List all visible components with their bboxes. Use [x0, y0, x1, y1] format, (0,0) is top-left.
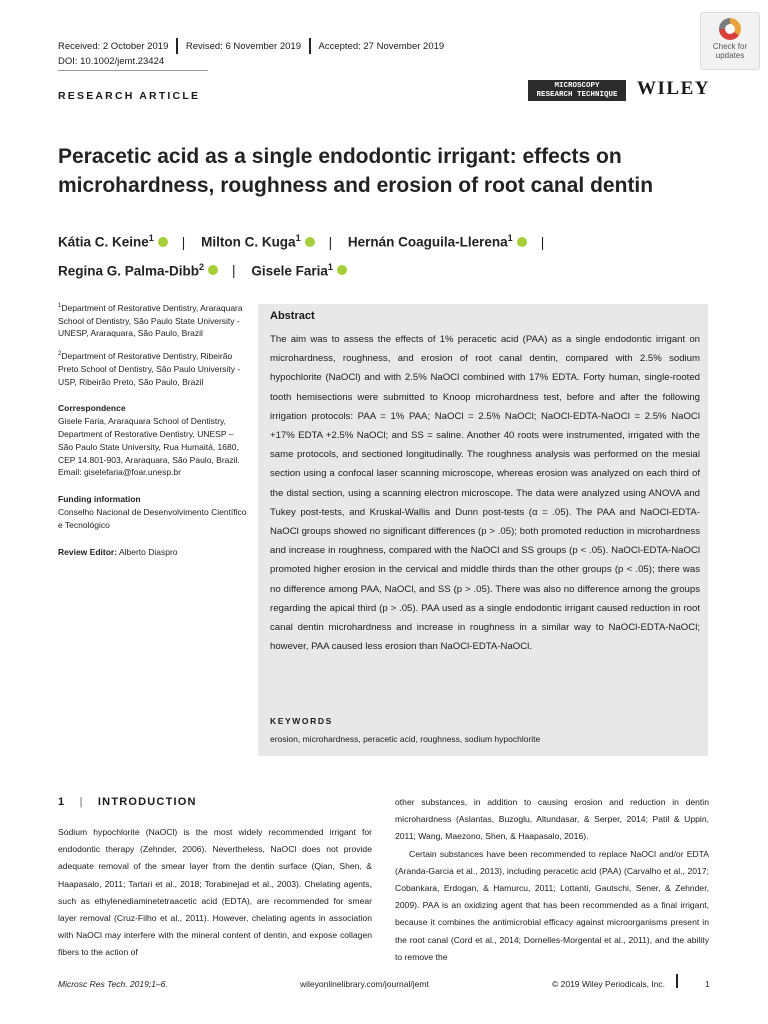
journal-logo-line2: RESEARCH TECHNIQUE	[536, 91, 618, 99]
author-name[interactable]: Milton C. Kuga	[201, 234, 296, 250]
accepted-date: Accepted: 27 November 2019	[318, 40, 445, 52]
review-editor	[58, 546, 248, 559]
section-number: 1	[58, 796, 66, 808]
doi[interactable]: DOI: 10.1002/jemt.23424	[58, 56, 165, 67]
correspondence-label: Correspondence	[58, 403, 126, 414]
page-number: 1	[705, 979, 710, 989]
header-rule	[58, 70, 208, 71]
orcid-icon[interactable]	[337, 265, 347, 275]
review-editor-name: Alberto Diaspro	[118, 546, 178, 557]
footer-divider	[676, 974, 678, 988]
aff-sup: 2	[58, 351, 62, 358]
footer-copyright: © 2019 Wiley Periodicals, Inc.	[552, 979, 666, 989]
correspondence	[58, 402, 248, 479]
check-updates-label: Check for	[712, 42, 748, 51]
aff-text: Department of Restorative Dentistry, Araraquara School of Dentistry, São Paulo State University - UNESP, Araraquara, São Paulo, Brazil	[58, 302, 243, 339]
orcid-icon[interactable]	[208, 265, 218, 275]
author-name[interactable]: Gisele Faria	[251, 263, 328, 278]
funding	[58, 493, 248, 531]
orcid-icon[interactable]	[305, 237, 315, 247]
paragraph: other substances, in addition to causing erosion and reduction in dentin microhardness (Aslantas, Buzoglu, Altundasar, & Serper, 2014; Patil & Uppin, 2011; Wang, Maezono, Shen, & Haapasalo, 2016).	[395, 797, 709, 842]
footer-url[interactable]: wileyonlinelibrary.com/journal/jemt	[300, 979, 429, 989]
author-sep: |	[328, 234, 333, 250]
funding-text: Conselho Nacional de Desenvolvimento Científico e Tecnológico	[58, 507, 247, 530]
publisher-logo: WILEY	[637, 78, 710, 99]
title-line-2: microhardness, roughness and erosion of root canal dentin	[58, 174, 654, 197]
affiliation-2	[58, 348, 248, 388]
author-sep: |	[232, 263, 236, 278]
funding-label: Funding information	[58, 494, 141, 505]
left-column	[58, 824, 372, 962]
orcid-icon[interactable]	[158, 237, 168, 247]
author-name[interactable]: Hernán Coaguila-Llerena	[347, 234, 508, 250]
author-list	[58, 226, 738, 283]
author-line-1	[58, 226, 738, 255]
affiliations-sidebar	[58, 300, 248, 566]
orcid-icon[interactable]	[517, 237, 527, 247]
crossmark-icon	[719, 18, 741, 40]
received-date: Received: 2 October 2019	[58, 40, 169, 52]
review-editor-label: Review Editor:	[58, 546, 118, 557]
journal-logo-line1: MICROSCOPY	[554, 82, 600, 90]
section-title: INTRODUCTION	[97, 796, 197, 808]
revised-date: Revised: 6 November 2019	[185, 40, 301, 52]
author-line-2	[58, 255, 738, 284]
author-sup: 1	[507, 233, 513, 243]
aff-sup: 1	[58, 303, 62, 309]
correspondence-text: Gisele Faria, Araraquara School of Dentistry, Department of Restorative Dentistry, UNESP – São Paulo State University, Rua Humaitá, 1680, CEP 14.801-903, Araraquara, São Paulo, Brazil.	[58, 416, 240, 465]
article-dates	[58, 38, 452, 54]
check-for-updates-button[interactable]	[700, 12, 760, 70]
author-sup: 1	[327, 261, 333, 272]
author-sep: |	[540, 234, 545, 250]
check-updates-label-2: updates	[715, 51, 745, 60]
paragraph: Sodium hypochlorite (NaOCl) is the most widely recommended irrigant for endodontic therapy (Zehnder, 2006). Nevertheless, NaOCl does not provide adequate removal of the smear layer from the dentin surface (Qian, Shen, & Haapasalo, 2011; Tartari et al., 2018; Torabinejad et al., 2003). Chelating agents, such as ethylenediaminetetraacetic acid (EDTA), are recommended for smear layer removal (Cruz-Filho et al., 2011). However, chelating agents in association with NaOCl may interfere with the mineral content of dentin, and expose collagen fibers to the action of	[58, 827, 372, 958]
author-sep: |	[181, 234, 186, 250]
author-name[interactable]: Regina G. Palma-Dibb	[58, 263, 200, 278]
footer-journal: Microsc Res Tech. 2019;1–6.	[58, 979, 168, 989]
author-sup: 2	[199, 261, 205, 272]
author-sup: 1	[148, 233, 154, 243]
article-title	[58, 142, 708, 200]
affiliation-1	[58, 300, 248, 340]
title-line-1: Peracetic acid as a single endodontic irrigant: effects on	[58, 145, 622, 168]
keywords: erosion, microhardness, peracetic acid, roughness, sodium hypochlorite	[270, 734, 541, 744]
correspondence-email[interactable]: Email: giselefaria@foar.unesp.br	[58, 467, 181, 478]
right-column	[395, 794, 709, 966]
abstract-box	[258, 304, 708, 756]
author-name[interactable]: Kátia C. Keine	[58, 234, 149, 250]
section-heading: 1 | INTRODUCTION	[58, 796, 197, 808]
abstract-text: The aim was to assess the effects of 1% peracetic acid (PAA) as a single endodontic irrigant on microhardness, roughness, and erosion of root canal dentin, compared with 2.5% sodium hypochlorite (NaOCl) and with 2.5% NaOCl combined with 17% EDTA. Forty human, single-rooted tooth hemisections were submitted to Knoop microhardness test, before and after the following irrigation protocols: PAA = 1% PAA; NaOCl = 2.5% NaOCl; NaOCl-EDTA-NaOCl = 2.5% NaOCl +17% EDTA +2.5% NaOCl; and SS = saline. Another 40 roots were instrumented, irrigated with the same protocols, and sectioned longitudinally. The roughness analysis was performed on the mesial section using a confocal laser scanning microscope, whereas erosion was analyzed on each third of the distal section, using a scanning electron microscope. The data were analyzed using ANOVA and Tukey post-tests, and Kruskal-Wallis and Dunn post-tests (α = .05). The PAA and NaOCl-EDTA-NaOCl groups showed no significant differences (p > .05); both promoted reduction in microhardness and increase in roughness, compared with the NaOCl and SS groups (p < .05). NaOCl-EDTA-NaOCl promoted higher erosion in the cervical and middle thirds than the other groups (p < .05); there was no difference among PAA, NaOCl, and SS (p > .05). There was also no difference among the groups regarding the apical third (p > .05). PAA used as a single endodontic irrigant caused reduction in root canal dentin microhardness and increase in roughness in a similar way to NaOCl-EDTA-NaOCl; however, PAA caused less erosion than NaOCl-EDTA-NaOCl.	[270, 334, 700, 653]
aff-text: Department of Restorative Dentistry, Ribeirão Preto School of Dentistry, São Paulo University - USP, Ribeirão Preto, São Paulo, Brazil	[58, 351, 241, 387]
abstract-heading: Abstract	[270, 310, 315, 322]
keywords-heading: KEYWORDS	[270, 716, 333, 726]
author-sup: 1	[295, 233, 301, 243]
article-type: RESEARCH ARTICLE	[58, 90, 201, 102]
paragraph: Certain substances have been recommended to replace NaOCl and/or EDTA (Aranda-Garcia et al., 2013), including peracetic acid (PAA) (Carvalho et al., 2017; Cobankara, Erdogan, & Hamurcu, 2011; Lottanti, Gautschi, Sener, & Zehnder, 2009). PAA is an oxidizing agent that has been recommended as a final irrigant, because it combines the antimicrobial efficacy against microorganisms present in the root canal (Cord et al., 2014; Dornelles-Morgental et al., 2011), and the ability to remove the	[395, 848, 709, 962]
journal-logo	[528, 80, 626, 101]
